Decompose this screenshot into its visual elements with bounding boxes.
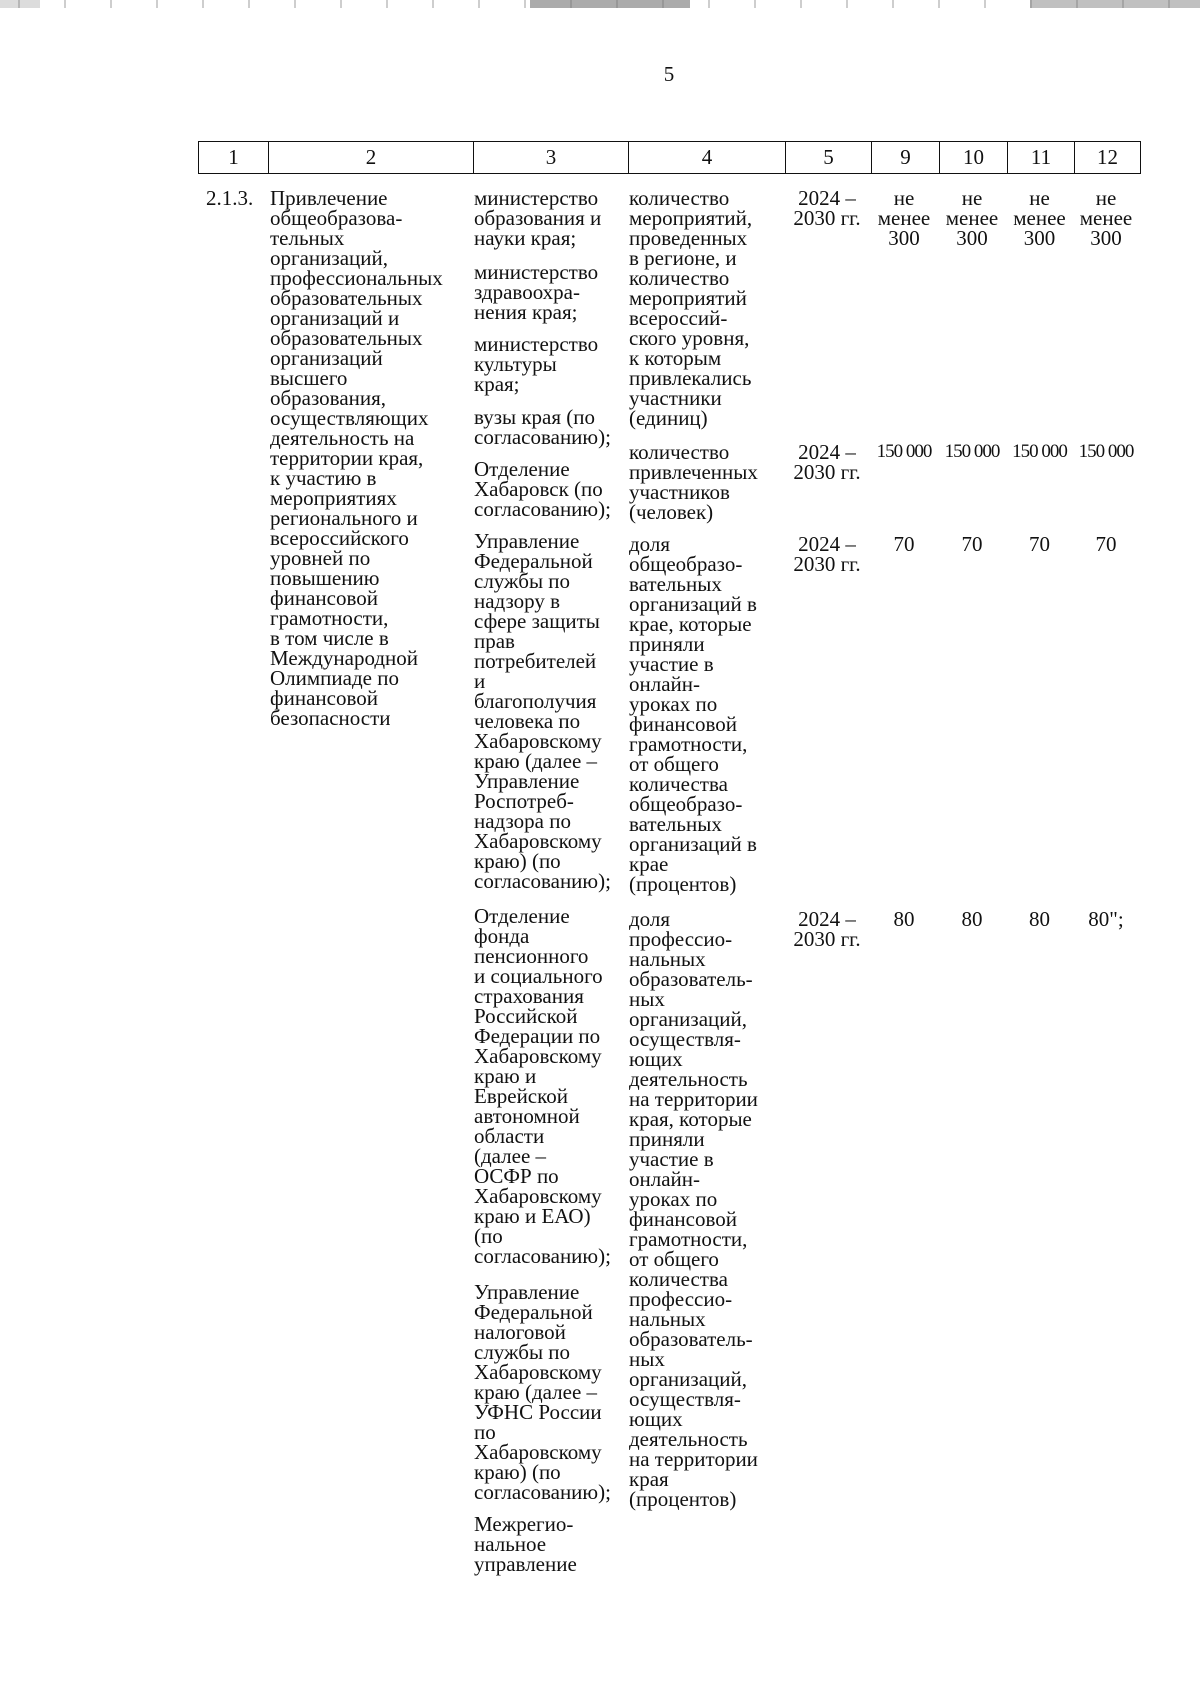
executor-8: Управление Федеральной налоговой службы по Хабаровскому краю (далее – УФНС России по Хабаровскому краю) (по согласованию); bbox=[474, 1280, 611, 1504]
header-cell-12: 12 bbox=[1075, 142, 1141, 174]
indicator-2-value-10: 150 000 bbox=[944, 441, 1000, 462]
indicator-2-value-9: 150 000 bbox=[876, 441, 932, 462]
indicator-1-name: количество мероприятий, проведенных в регионе, и количество мероприятий всероссий- ского уровня, к которым привлекались участники (единиц) bbox=[629, 186, 753, 430]
indicator-1-value-10: не менее 300 bbox=[945, 186, 999, 250]
page-number: 5 bbox=[663, 62, 675, 86]
indicator-4-value-11: 80 bbox=[1029, 907, 1050, 931]
indicator-1-value-12: не менее 300 bbox=[1079, 186, 1133, 250]
indicator-4-value-9: 80 bbox=[893, 907, 915, 931]
indicator-2-value-12: 150 000 bbox=[1078, 441, 1134, 462]
header-cell-11: 11 bbox=[1008, 142, 1075, 174]
header-cell-3: 3 bbox=[474, 142, 629, 174]
indicator-1-value-9: не менее 300 bbox=[877, 186, 931, 250]
indicator-2-name: количество привлеченных участников (человек) bbox=[629, 440, 758, 524]
indicator-3-name: доля общеобразо- вательных организаций в крае, которые приняли участие в онлайн- уроках по финансовой грамотности, от общего количества общеобразо- вательных организаций в крае (процентов) bbox=[629, 532, 757, 896]
executor-3: министерство культуры края; bbox=[474, 332, 599, 396]
executor-2: министерство здравоохра- нения края; bbox=[474, 260, 599, 324]
executor-6: Управление Федеральной службы по надзору в сфере защиты прав потребителей и благополучия человека по Хабаровскому краю (далее – Управление Роспотреб- надзора по Хабаровскому краю) (по согласованию); bbox=[474, 529, 611, 893]
header-cell-9: 9 bbox=[872, 142, 940, 174]
executor-7: Отделение фонда пенсионного и социального страхования Российской Федерации по Хабаровскому краю и Еврейской автономной области (далее – ОСФР по Хабаровскому краю и ЕАО) (по согласованию); bbox=[474, 904, 611, 1268]
indicator-1-value-11: не менее 300 bbox=[1013, 186, 1066, 250]
indicator-4-value-10: 80 bbox=[961, 907, 983, 931]
column-number-header bbox=[198, 141, 1141, 174]
indicator-3-value-12: 70 bbox=[1095, 532, 1117, 556]
indicator-2-period: 2024 – 2030 гг. bbox=[793, 440, 861, 484]
header-cell-10: 10 bbox=[940, 142, 1008, 174]
indicator-3-value-9: 70 bbox=[893, 532, 915, 556]
header-cell-4: 4 bbox=[629, 142, 786, 174]
event-description: Привлечение общеобразова- тельных организаций, профессиональных образовательных организаций и образовательных организаций высшего образования, осуществляющих деятельность на территории края, к участию в мероприятиях регионального и всероссийского уровней по повышению финансовой грамотности, в том числе в Международной Олимпиаде по финансовой безопасности bbox=[270, 186, 443, 730]
header-cell-2: 2 bbox=[269, 142, 474, 174]
indicator-2-value-11: 150 000 bbox=[1012, 441, 1067, 462]
executor-4: вузы края (по согласованию); bbox=[474, 405, 611, 449]
indicator-3-value-11: 70 bbox=[1029, 532, 1050, 556]
header-cell-1: 1 bbox=[199, 142, 269, 174]
scan-artifact bbox=[0, 0, 1200, 8]
indicator-3-value-10: 70 bbox=[961, 532, 983, 556]
indicator-4-value-12: 80"; bbox=[1088, 907, 1124, 931]
header-cell-5: 5 bbox=[786, 142, 872, 174]
executor-9: Межрегио- нальное управление bbox=[474, 1512, 577, 1576]
executor-5: Отделение Хабаровск (по согласованию); bbox=[474, 457, 611, 521]
indicator-3-period: 2024 – 2030 гг. bbox=[793, 532, 861, 576]
indicator-1-period: 2024 – 2030 гг. bbox=[793, 186, 861, 230]
indicator-4-period: 2024 – 2030 гг. bbox=[793, 907, 861, 951]
row-number: 2.1.3. bbox=[206, 186, 254, 210]
indicator-4-name: доля профессио- нальных образователь- ных организаций, осуществля- ющих деятельность на территории края, которые приняли участие в онлайн- уроках по финансовой грамотности, от общего количества профессио- нальных образователь- ных организаций, осуществля- ющих деятельность на территории края (процентов) bbox=[629, 907, 758, 1511]
executor-1: министерство образования и науки края; bbox=[474, 186, 602, 250]
